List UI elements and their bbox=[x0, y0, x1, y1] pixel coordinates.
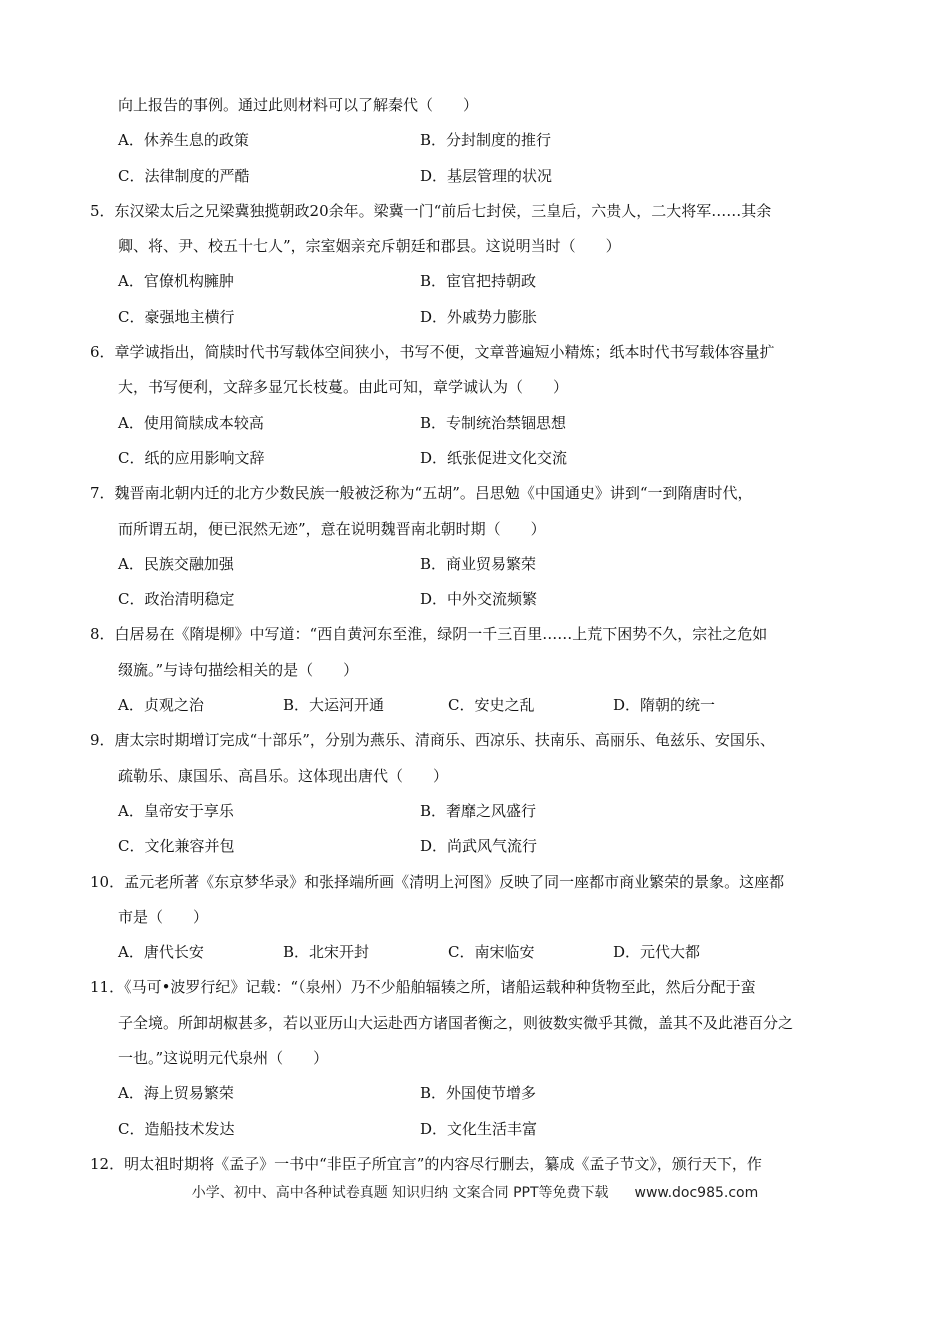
answer-option: A．海上贸易繁荣 bbox=[118, 1084, 234, 1103]
answer-option: D．文化生活丰富 bbox=[420, 1119, 538, 1138]
answer-option: C．安史之乱 bbox=[448, 696, 535, 715]
answer-option: C．造船技术发达 bbox=[118, 1119, 235, 1138]
question-stem: 11．《马可•波罗行纪》记载：“（泉州）乃不少船舶辐辏之所，诸船运载种种货物至此，然后分配于蛮 bbox=[90, 978, 756, 997]
answer-option: B．专制统治禁锢思想 bbox=[420, 413, 567, 432]
question-stem-continued: 缀旒。”与诗句描绘相关的是（ ） bbox=[118, 660, 359, 679]
answer-option: C．南宋临安 bbox=[448, 943, 535, 962]
footer-url[interactable]: www.doc985.com bbox=[634, 1185, 759, 1201]
question-block bbox=[90, 617, 890, 723]
answer-option: C．豪强地主横行 bbox=[118, 307, 235, 326]
footer-text: 小学、初中、高中各种试卷真题 知识归纳 文案合同 PPT等免费下载 bbox=[191, 1185, 609, 1201]
question-stem-continued: 市是（ ） bbox=[118, 907, 209, 926]
question-stem-continued: 卿、将、尹、校五十七人”，宗室姻亲充斥朝廷和郡县。这说明当时（ ） bbox=[118, 237, 621, 256]
answer-option: B．外国使节增多 bbox=[420, 1084, 537, 1103]
answer-option: D．尚武风气流行 bbox=[420, 837, 538, 856]
question-stem: 5．东汉梁太后之兄梁冀独揽朝政20余年。梁冀一门“前后七封侯，三皇后，六贵人，二大将军……其余 bbox=[90, 201, 772, 220]
question-list bbox=[90, 88, 890, 1182]
answer-option: A．民族交融加强 bbox=[118, 554, 234, 573]
question-block bbox=[90, 335, 890, 476]
option-row bbox=[90, 123, 890, 158]
answer-option: D．纸张促进文化交流 bbox=[420, 448, 568, 467]
question-block bbox=[90, 1147, 890, 1182]
answer-option: B．宦官把持朝政 bbox=[420, 272, 537, 291]
option-row bbox=[90, 935, 890, 970]
option-row bbox=[90, 829, 890, 864]
answer-option: D．外戚势力膨胀 bbox=[420, 307, 538, 326]
question-stem: 向上报告的事例。通过此则材料可以了解秦代（ ） bbox=[118, 96, 479, 114]
option-row bbox=[90, 159, 890, 194]
question-stem: 8．白居易在《隋堤柳》中写道：“西自黄河东至淮，绿阴一千三百里……上荒下困势不久，宗社之危如 bbox=[90, 625, 768, 644]
option-row bbox=[90, 547, 890, 582]
question-stem: 12．明太祖时期将《孟子》一书中“非臣子所宜言”的内容尽行删去，纂成《孟子节文》，颁行天下，作 bbox=[90, 1154, 762, 1173]
option-row bbox=[90, 1112, 890, 1147]
question-block bbox=[90, 476, 890, 617]
option-row bbox=[90, 264, 890, 299]
question-block bbox=[90, 865, 890, 971]
question-stem-continued: 大，书写便利，文辞多显冗长枝蔓。由此可知，章学诚认为（ ） bbox=[118, 378, 569, 397]
answer-option: D．元代大都 bbox=[613, 943, 701, 962]
answer-option: B．大运河开通 bbox=[283, 696, 385, 715]
question-stem-continued: 而所谓五胡，便已泯然无迹”，意在说明魏晋南北朝时期（ ） bbox=[118, 519, 546, 538]
question-stem-continued: 一也。”这说明元代泉州（ ） bbox=[118, 1049, 329, 1068]
answer-option: C．政治清明稳定 bbox=[118, 590, 235, 609]
option-row bbox=[90, 582, 890, 617]
question-stem: 9．唐太宗时期增订完成“十部乐”，分别为燕乐、清商乐、西凉乐、扶南乐、高丽乐、龟兹乐、安国乐、 bbox=[90, 731, 775, 750]
answer-option: C．法律制度的严酷 bbox=[118, 166, 250, 185]
page-footer bbox=[0, 1182, 950, 1202]
answer-option: B．分封制度的推行 bbox=[420, 131, 552, 150]
option-row bbox=[90, 300, 890, 335]
question-block bbox=[90, 970, 890, 1146]
question-stem-continued: 疏勒乐、康国乐、高昌乐。这体现出唐代（ ） bbox=[118, 766, 449, 785]
option-row bbox=[90, 406, 890, 441]
option-row bbox=[90, 441, 890, 476]
answer-option: A．官僚机构臃肿 bbox=[118, 272, 234, 291]
option-row bbox=[90, 1076, 890, 1111]
answer-option: A．贞观之治 bbox=[118, 696, 204, 715]
question-stem: 10．孟元老所著《东京梦华录》和张择端所画《清明上河图》反映了同一座都市商业繁荣的景象。这座都 bbox=[90, 872, 785, 891]
answer-option: B．商业贸易繁荣 bbox=[420, 554, 537, 573]
answer-option: C．纸的应用影响文辞 bbox=[118, 448, 265, 467]
answer-option: B．北宋开封 bbox=[283, 943, 370, 962]
answer-option: D．中外交流频繁 bbox=[420, 590, 538, 609]
question-block bbox=[90, 723, 890, 864]
answer-option: D．隋朝的统一 bbox=[613, 696, 716, 715]
question-block bbox=[90, 88, 890, 194]
answer-option: A．休养生息的政策 bbox=[118, 131, 249, 150]
answer-option: A．皇帝安于享乐 bbox=[118, 801, 234, 820]
question-stem-continued: 子全境。所卸胡椒甚多，若以亚历山大运赴西方诸国者衡之，则彼数实微乎其微，盖其不及此港百分之 bbox=[118, 1013, 794, 1032]
answer-option: B．奢靡之风盛行 bbox=[420, 801, 537, 820]
question-stem: 7．魏晋南北朝内迁的北方少数民族一般被泛称为“五胡”。吕思勉《中国通史》讲到“一到隋唐时代， bbox=[90, 484, 753, 503]
answer-option: A．使用简牍成本较高 bbox=[118, 413, 264, 432]
option-row bbox=[90, 794, 890, 829]
question-block bbox=[90, 194, 890, 335]
answer-option: C．文化兼容并包 bbox=[118, 837, 235, 856]
answer-option: D．基层管理的状况 bbox=[420, 166, 553, 185]
question-stem: 6．章学诚指出，简牍时代书写载体空间狭小，书写不便，文章普遍短小精炼；纸本时代书写载体容量扩 bbox=[90, 343, 775, 362]
answer-option: A．唐代长安 bbox=[118, 943, 204, 962]
option-row bbox=[90, 688, 890, 723]
